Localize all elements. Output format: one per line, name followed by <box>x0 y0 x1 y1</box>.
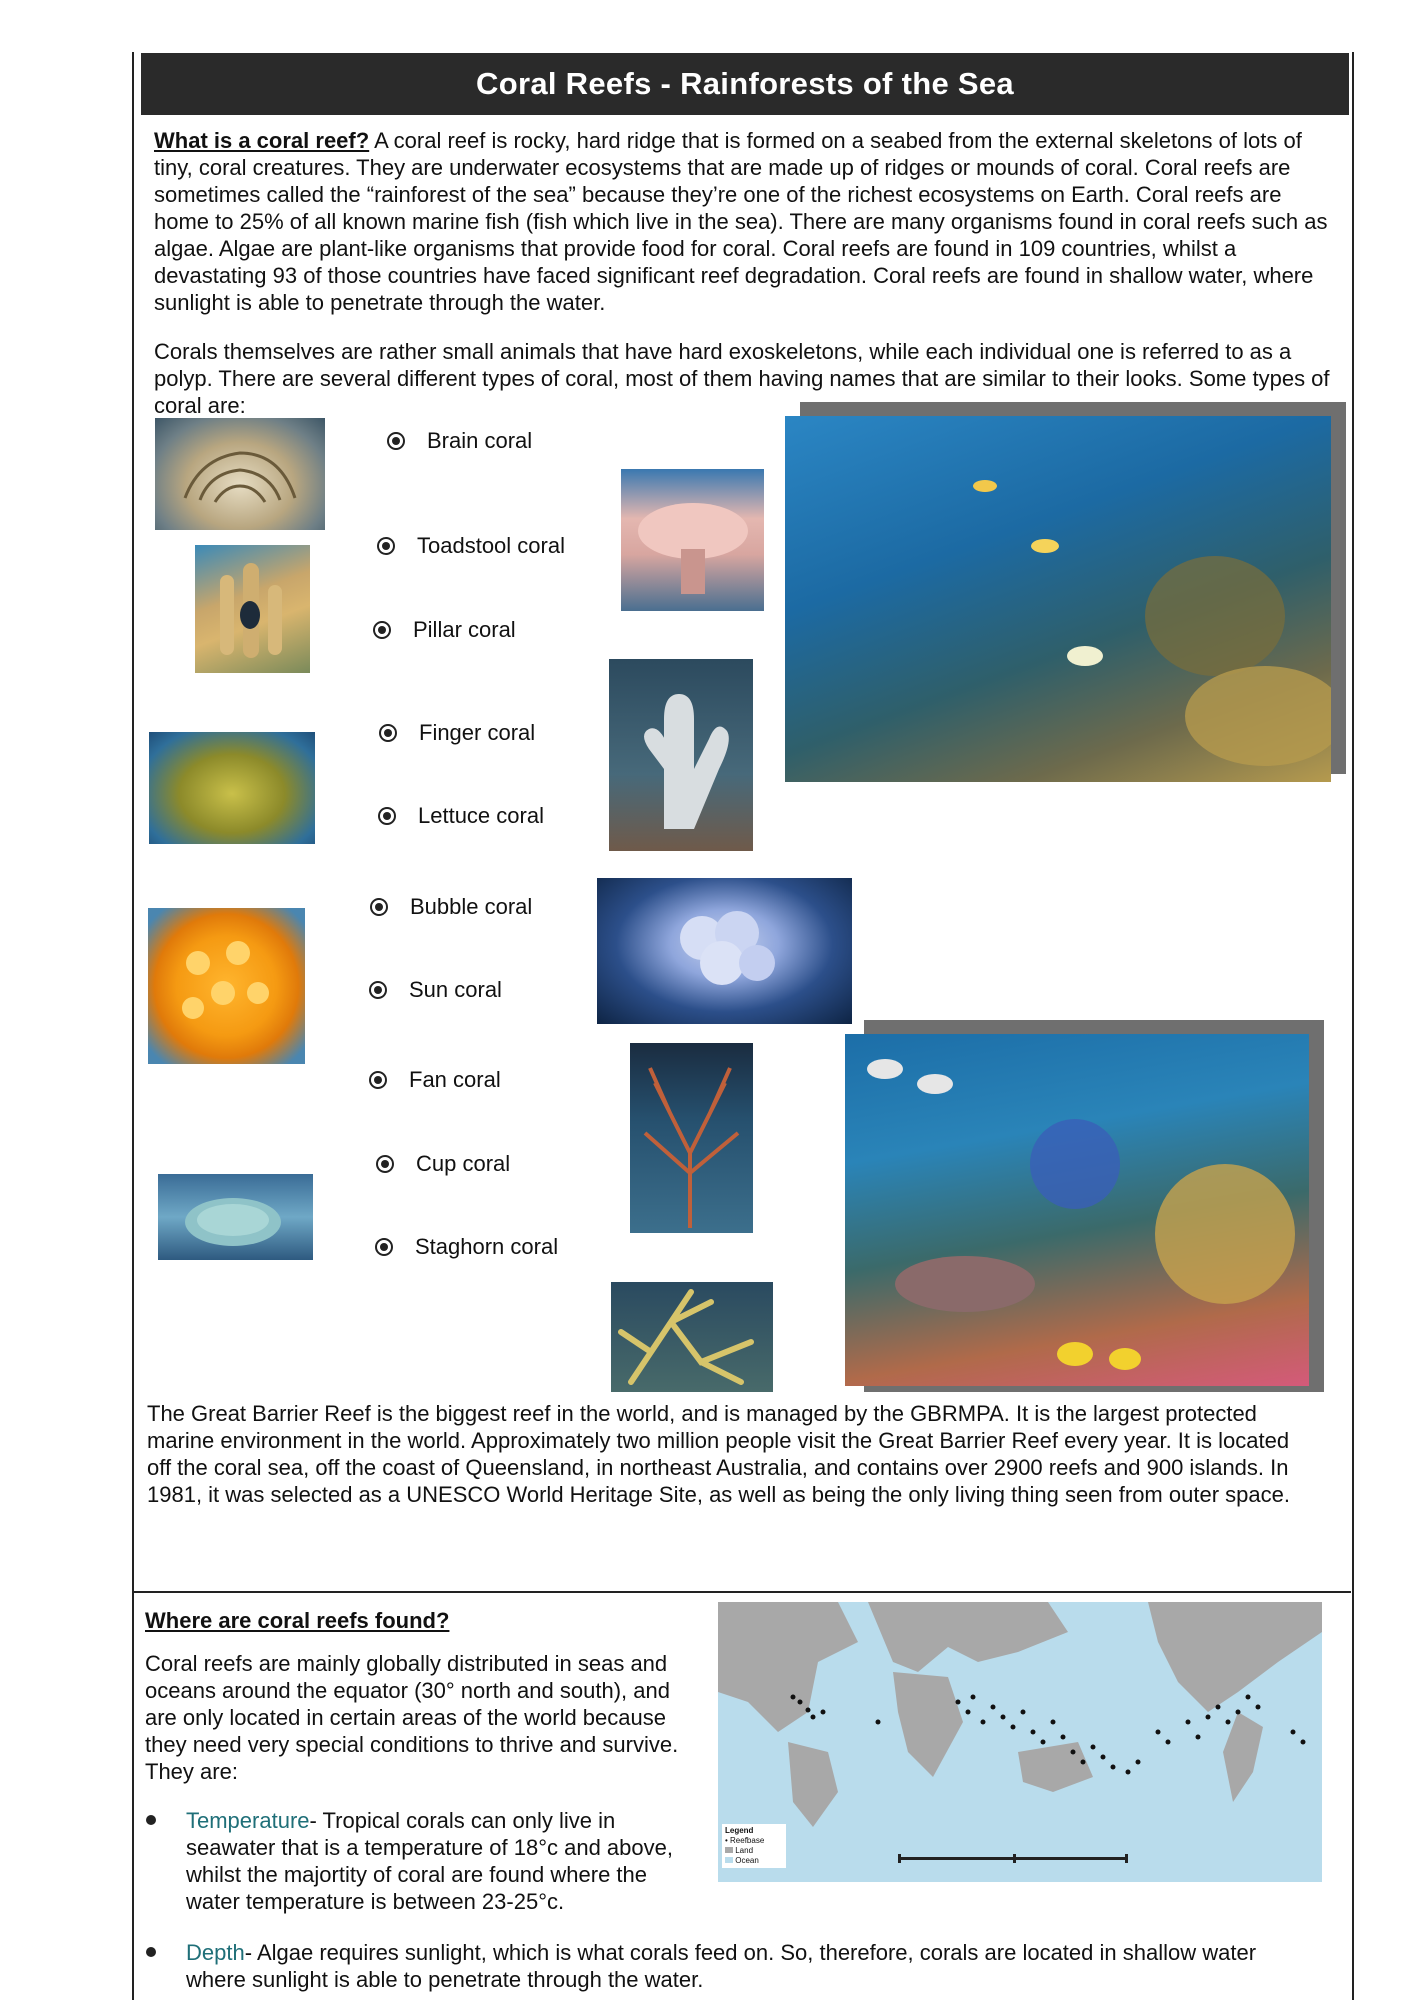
coral-type-item: Sun coral <box>369 977 502 1003</box>
staghorn-coral-shape-icon <box>611 1282 773 1392</box>
toadstool-coral-photo <box>621 469 764 611</box>
condition-bullet-icon <box>146 1947 156 1957</box>
coral-type-item: Brain coral <box>387 428 532 454</box>
finger-coral-photo <box>609 659 753 851</box>
condition-temperature: Temperature- Tropical corals can only live in seawater that is a temperature of 18°c and above, whilst the majortity of coral are found where the water temperature is between 23-25°c. <box>186 1808 673 1914</box>
intro-text: A coral reef is rocky, hard ridge that is formed on a seabed from the external skeletons of lots of tiny, coral creatures. They are underwater ecosystems that are made up of ridges or mounds of coral. Coral reefs are sometimes called the “rainforest of the sea” because they’re one of the richest ecosystems on Earth. Coral reefs are home to 25% of all known marine fish (fish which live in the sea). There are many organisms found in coral reefs such as algae. Algae are plant-like organisms that provide food for coral. Coral reefs are found in 109 countries, whilst a devastating 93 of those countries have faced significant reef degradation. Coral reefs are found in shallow water, where sunlight is able to penetrate through the water. <box>154 128 1328 315</box>
coral-type-item: Lettuce coral <box>378 803 544 829</box>
flower-bullet-icon <box>377 537 395 555</box>
coral-type-item: Fan coral <box>369 1067 501 1093</box>
sun-coral-photo <box>148 908 305 1064</box>
flower-bullet-icon <box>369 981 387 999</box>
where-heading: Where are coral reefs found? <box>145 1608 450 1633</box>
corals-paragraph: Corals themselves are rather small animals that have hard exoskeletons, while each individual one is referred to as a polyp. There are several different types of coral, most of them having names that are similar to their looks. Some types of coral are: <box>154 339 1330 418</box>
flower-bullet-icon <box>378 807 396 825</box>
condition-depth: Depth- Algae requires sunlight, which is what corals feed on. So, therefore, corals are located in shallow water where sunlight is able to penetrate through the water. <box>186 1940 1257 1992</box>
flower-bullet-icon <box>376 1155 394 1173</box>
reef-fish-group-icon <box>845 1034 1309 1386</box>
brain-coral-photo <box>155 418 325 530</box>
sun-coral-polyps-icon <box>148 908 305 1064</box>
map-legend: Legend • Reefbase Land Ocean <box>722 1824 786 1868</box>
flower-bullet-icon <box>370 898 388 916</box>
bubble-coral-shape-icon <box>597 878 852 1024</box>
reef-scene-photo-top <box>785 416 1331 782</box>
brain-coral-pattern-icon <box>155 418 325 530</box>
flower-bullet-icon <box>369 1071 387 1089</box>
legend-item-ocean: Ocean <box>725 1856 783 1866</box>
legend-item-reefbase: • Reefbase <box>725 1836 765 1845</box>
coral-reef-world-map <box>718 1602 1322 1882</box>
coral-type-item: Pillar coral <box>373 617 516 643</box>
great-barrier-reef-paragraph: The Great Barrier Reef is the biggest reef in the world, and is managed by the GBRMPA. It is the largest protected marine environment in the world. Approximately two million people visit the Great Barrier Reef every year. It is located off the coral sea, off the coast of Queensland, in northeast Australia, and contains over 2900 reefs and 900 islands. In 1981, it was selected as a UNESCO World Heritage Site, as well as being the only living thing seen from outer space. <box>147 1401 1290 1507</box>
flower-bullet-icon <box>373 621 391 639</box>
toadstool-coral-shape-icon <box>621 469 764 611</box>
page-title: Coral Reefs - Rainforests of the Sea <box>141 53 1349 115</box>
bubble-coral-photo <box>597 878 852 1024</box>
staghorn-coral-photo <box>611 1282 773 1392</box>
coral-type-item: Cup coral <box>376 1151 510 1177</box>
intro-paragraph <box>154 127 1334 316</box>
condition-bullet-icon <box>146 1815 156 1825</box>
finger-coral-shape-icon <box>609 659 753 851</box>
cup-coral-shape-icon <box>158 1174 313 1260</box>
where-paragraph: Coral reefs are mainly globally distributed in seas and oceans around the equator (30° north and south), and are only located in certain areas of the world because they need very special conditions to thrive and survive. They are: <box>145 1651 679 1784</box>
coral-type-item: Finger coral <box>379 720 535 746</box>
intro-heading: What is a coral reef? <box>154 128 370 153</box>
legend-item-land: Land <box>725 1846 783 1856</box>
world-map-icon <box>718 1602 1322 1882</box>
reef-scene-photo-bottom <box>845 1034 1309 1386</box>
coral-type-item: Staghorn coral <box>375 1234 558 1260</box>
fan-coral-photo <box>630 1043 753 1233</box>
pillar-coral-shape-icon <box>195 545 310 673</box>
section-divider <box>133 1591 1351 1593</box>
flower-bullet-icon <box>375 1238 393 1256</box>
flower-bullet-icon <box>387 432 405 450</box>
flower-bullet-icon <box>379 724 397 742</box>
fan-coral-shape-icon <box>630 1043 753 1233</box>
lettuce-coral-photo <box>149 732 315 844</box>
coral-type-item: Bubble coral <box>370 894 532 920</box>
coral-type-item: Toadstool coral <box>377 533 565 559</box>
reef-fish-icon <box>785 416 1331 782</box>
pillar-coral-photo <box>195 545 310 673</box>
cup-coral-photo <box>158 1174 313 1260</box>
